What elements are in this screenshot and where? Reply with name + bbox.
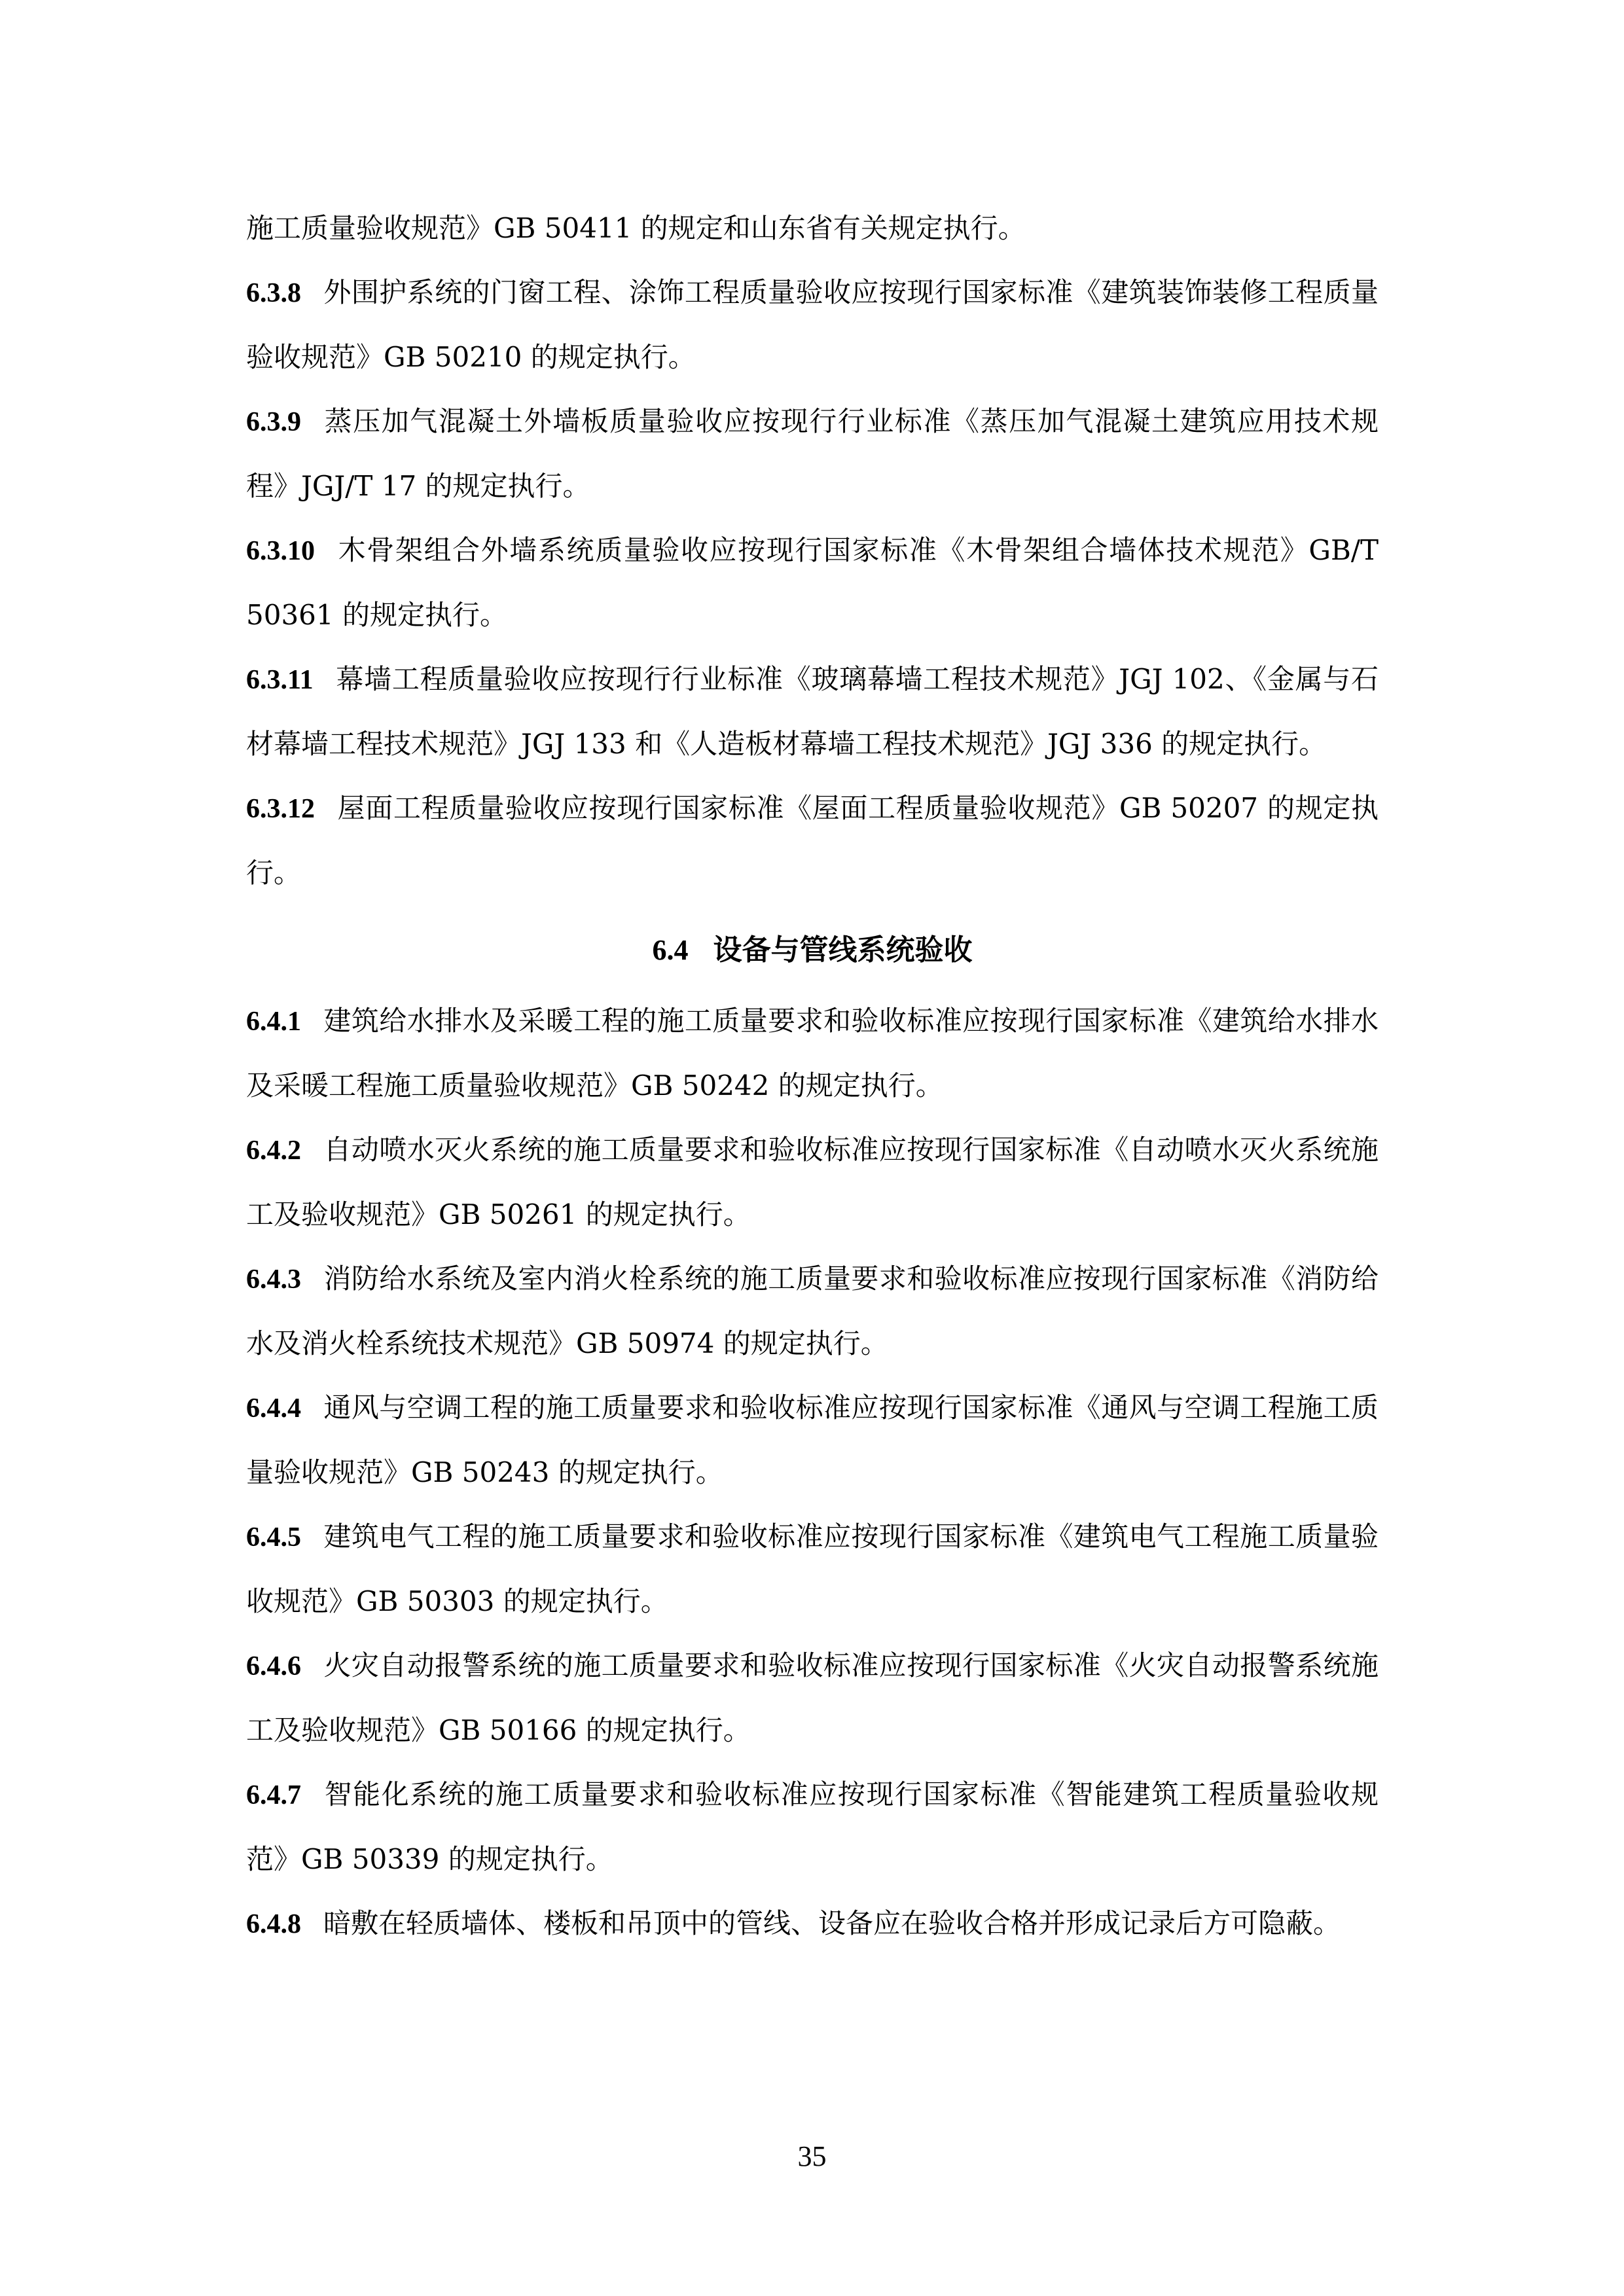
clause-6-4-3 — [246, 1247, 1379, 1376]
clause-6-4-1 — [246, 989, 1379, 1118]
clause-6-3-12 — [246, 776, 1379, 905]
clause-text: 建筑电气工程的施工质量要求和验收标准应按现行国家标准《建筑电气工程施工质量验收规范》GB 50303 的规定执行。 — [246, 1520, 1379, 1617]
clause-number: 6.4.2 — [246, 1136, 301, 1166]
clause-number: 6.4.5 — [246, 1522, 301, 1552]
clause-text: 自动喷水灭火系统的施工质量要求和验收标准应按现行国家标准《自动喷水灭火系统施工及验收规范》GB 50261 的规定执行。 — [246, 1134, 1379, 1230]
clause-text: 外围护系统的门窗工程、涂饰工程质量验收应按现行国家标准《建筑装饰装修工程质量验收规范》GB 50210 的规定执行。 — [246, 276, 1379, 373]
clause-6-3-9 — [246, 389, 1379, 518]
clause-text: 智能化系统的施工质量要求和验收标准应按现行国家标准《智能建筑工程质量验收规范》GB 50339 的规定执行。 — [246, 1778, 1379, 1875]
page-content — [246, 196, 1379, 1956]
clause-text: 暗敷在轻质墙体、楼板和吊顶中的管线、设备应在验收合格并形成记录后方可隐蔽。 — [323, 1907, 1341, 1939]
clause-6-4-8 — [246, 1892, 1379, 1956]
clause-6-4-5 — [246, 1505, 1379, 1634]
clause-number: 6.4.3 — [246, 1265, 301, 1295]
clause-number: 6.3.9 — [246, 407, 301, 437]
clause-number: 6.4.8 — [246, 1909, 301, 1939]
clause-number: 6.3.12 — [246, 794, 315, 824]
clause-text: 幕墙工程质量验收应按现行行业标准《玻璃幕墙工程技术规范》JGJ 102、《金属与石材幕墙工程技术规范》JGJ 133 和《人造板材幕墙工程技术规范》JGJ 336 的规定执行。 — [246, 663, 1379, 760]
section-number: 6.4 — [652, 934, 689, 966]
clause-text: 木骨架组合外墙系统质量验收应按现行国家标准《木骨架组合墙体技术规范》GB/T 50361 的规定执行。 — [246, 534, 1379, 631]
clause-6-3-10 — [246, 518, 1379, 647]
clause-number: 6.3.10 — [246, 536, 315, 566]
section-heading — [246, 918, 1379, 982]
clause-text: 蒸压加气混凝土外墙板质量验收应按现行行业标准《蒸压加气混凝土建筑应用技术规程》JGJ/T 17 的规定执行。 — [246, 405, 1379, 502]
clause-6-3-11 — [246, 647, 1379, 776]
clause-text: 屋面工程质量验收应按现行国家标准《屋面工程质量验收规范》GB 50207 的规定执行。 — [246, 792, 1379, 889]
clause-number: 6.4.1 — [246, 1007, 301, 1037]
clause-text: 消防给水系统及室内消火栓系统的施工质量要求和验收标准应按现行国家标准《消防给水及消火栓系统技术规范》GB 50974 的规定执行。 — [246, 1263, 1379, 1359]
clause-text: 建筑给水排水及采暖工程的施工质量要求和验收标准应按现行国家标准《建筑给水排水及采暖工程施工质量验收规范》GB 50242 的规定执行。 — [246, 1005, 1379, 1102]
clause-6-4-2 — [246, 1118, 1379, 1247]
clause-6-4-6 — [246, 1634, 1379, 1763]
clause-number: 6.3.11 — [246, 665, 314, 695]
clause-number: 6.3.8 — [246, 278, 301, 308]
clause-number: 6.4.6 — [246, 1651, 301, 1681]
clause-text: 通风与空调工程的施工质量要求和验收标准应按现行国家标准《通风与空调工程施工质量验收规范》GB 50243 的规定执行。 — [246, 1391, 1379, 1488]
clause-number: 6.4.7 — [246, 1780, 301, 1810]
clauses-6-4 — [246, 989, 1379, 1956]
clause-number: 6.4.4 — [246, 1393, 301, 1424]
section-title: 设备与管线系统验收 — [713, 933, 973, 967]
clause-6-4-7 — [246, 1763, 1379, 1892]
continuation-paragraph: 施工质量验收规范》GB 50411 的规定和山东省有关规定执行。 — [246, 212, 1026, 244]
clause-text: 火灾自动报警系统的施工质量要求和验收标准应按现行国家标准《火灾自动报警系统施工及验收规范》GB 50166 的规定执行。 — [246, 1649, 1379, 1746]
page-number: 35 — [797, 2140, 827, 2172]
clause-6-3-8 — [246, 260, 1379, 389]
clause-6-4-4 — [246, 1376, 1379, 1505]
clauses-6-3 — [246, 260, 1379, 905]
